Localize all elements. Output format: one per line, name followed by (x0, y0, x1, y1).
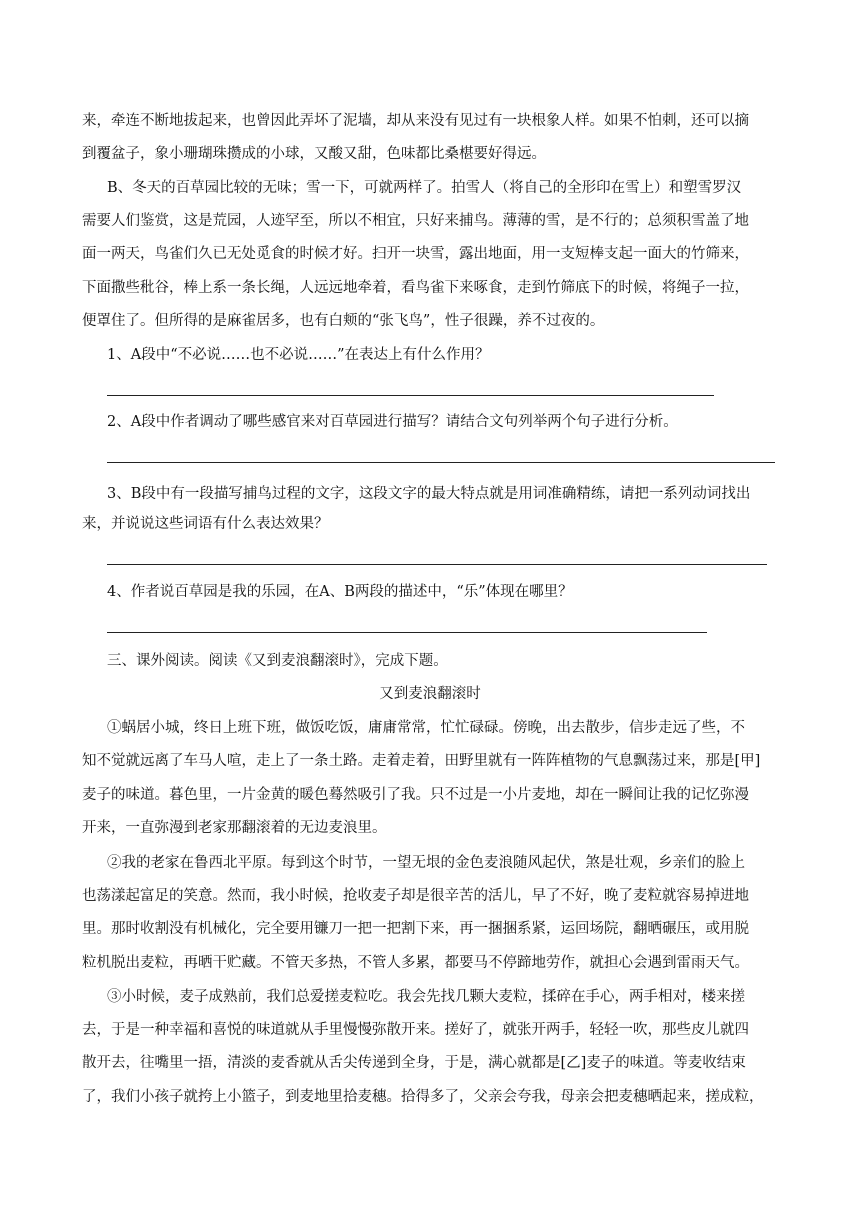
answer-line-2[interactable] (107, 462, 775, 463)
passage-b-line: 需要人们鉴赏，这是荒园，人迹罕至，所以不相宜，只好来捕鸟。薄薄的雪，是不行的；总须积雪盖了地 (82, 213, 749, 229)
question-4: 4、作者说百草园是我的乐园，在A、B两段的描述中，“乐”体现在哪里？ (107, 584, 573, 600)
paragraph-3-line: 去，于是一种幸福和喜悦的味道就从手里慢慢弥散开来。搓好了，就张开两手，轻轻一吹，那些皮儿就四 (82, 1022, 749, 1038)
passage-b-line: 下面撒些秕谷，棒上系一条长绳，人远远地牵着，看鸟雀下来啄食，走到竹筛底下的时候，将绳子一拉， (82, 280, 749, 296)
paragraph-2-line: 粒机脱出麦粒，再晒干贮藏。不管天多热，不管人多累，都要马不停蹄地劳作，就担心会遇到雷雨天气。 (82, 955, 749, 971)
question-1: 1、A段中“不必说……也不必说……”在表达上有什么作用？ (107, 347, 490, 363)
paragraph-1-line: ①蜗居小城，终日上班下班，做饭吃饭，庸庸常常，忙忙碌碌。傍晚，出去散步，信步走远了些，不 (107, 720, 745, 736)
paragraph-2-line: 里。那时收割没有机械化，完全要用镰刀一把一把割下来，再一捆捆系紧，运回场院，翻晒碾压，或用脱 (82, 921, 749, 937)
article-title: 又到麦浪翻滚时 (379, 686, 481, 702)
answer-line-4[interactable] (107, 632, 707, 633)
passage-a-line: 到覆盆子，象小珊瑚珠攒成的小球，又酸又甜，色味都比桑椹要好得远。 (82, 146, 546, 162)
paragraph-3-line: ③小时候，麦子成熟前，我们总爱搓麦粒吃。我会先找几颗大麦粒，揉碎在手心，两手相对，楼来搓 (107, 989, 745, 1005)
section-heading: 三、课外阅读。阅读《又到麦浪翻滚时》，完成下题。 (107, 653, 448, 669)
question-3: 3、B段中有一段描写捕鸟过程的文字，这段文字的最大特点就是用词准确精练，请把一系列动词找出 (107, 486, 751, 502)
question-2: 2、A段中作者调动了哪些感官来对百草园进行描写？请结合文句列举两个句子进行分析。 (107, 414, 678, 430)
paragraph-2-line: 也荡漾起富足的笑意。然而，我小时候，抢收麦子却是很辛苦的活儿，早了不好，晚了麦粒就容易掉进地 (82, 888, 749, 904)
paragraph-1-line: 开来，一直弥漫到老家那翻滚着的无边麦浪里。 (82, 820, 387, 836)
passage-a-line: 来，牵连不断地拔起来，也曾因此弄坏了泥墙，却从来没有见过有一块根象人样。如果不怕刺，还可以摘 (82, 113, 749, 129)
paragraph-1-line: 麦子的味道。暮色里，一片金黄的暖色蓦然吸引了我。只不过是一小片麦地，却在一瞬间让我的记忆弥漫 (82, 787, 749, 803)
paragraph-3-line: 了，我们小孩子就挎上小篮子，到麦地里拾麦穗。拾得多了，父亲会夸我，母亲会把麦穗晒起来，搓成粒， (82, 1089, 764, 1105)
question-3-cont: 来，并说说这些词语有什么表达效果？ (82, 516, 329, 532)
paragraph-2-line: ②我的老家在鲁西北平原。每到这个时节，一望无垠的金色麦浪随风起伏，煞是壮观，乡亲们的脸上 (107, 855, 745, 871)
passage-b-line: B、冬天的百草园比较的无味；雪一下，可就两样了。拍雪人（将自己的全形印在雪上）和塑雪罗汉 (107, 180, 742, 196)
paragraph-1-line: 知不觉就远离了车马人喧，走上了一条土路。走着走着，田野里就有一阵阵植物的气息飘荡过来，那是[甲] (82, 753, 761, 769)
paragraph-3-line: 散开去，往嘴里一捂，清淡的麦香就从舌尖传递到全身，于是，满心就都是[乙]麦子的味道。等麦收结束 (82, 1055, 746, 1071)
answer-line-1[interactable] (107, 395, 714, 396)
answer-line-3[interactable] (107, 564, 767, 565)
passage-b-line: 便罩住了。但所得的是麻雀居多，也有白颊的“张飞鸟”，性子很躁，养不过夜的。 (82, 313, 605, 329)
passage-b-line: 面一两天，鸟雀们久已无处觅食的时候才好。扫开一块雪，露出地面，用一支短棒支起一面大的竹筛来， (82, 246, 749, 262)
